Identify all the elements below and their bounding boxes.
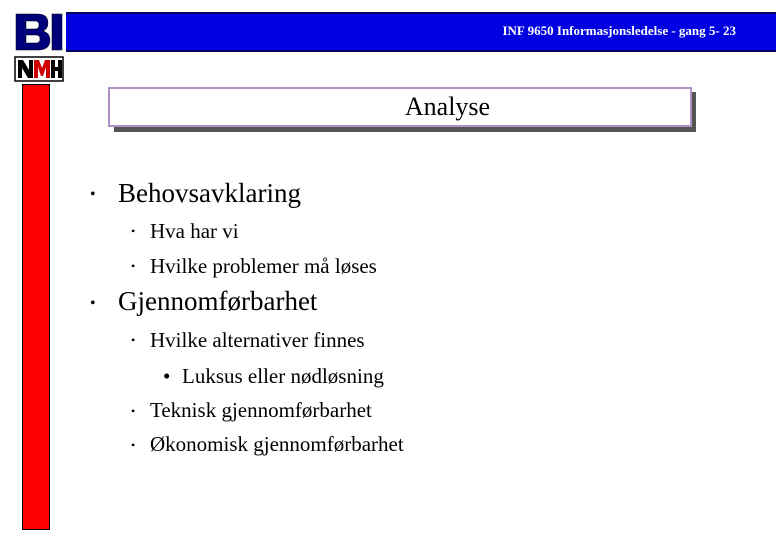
nmh-logo [14,56,64,82]
slide-title: Analyse [404,92,491,121]
bullet-icon: • [131,404,136,418]
sub-bullet-hvilke-problemer: Hvilke problemer må løses [150,254,377,278]
bullet-icon: • [131,438,136,452]
bi-logo [14,12,64,52]
sub-sub-bullet-luksus: Luksus eller nødløsning [182,364,384,388]
bullet-icon: • [131,224,136,238]
header-bar [66,12,776,52]
bullet-icon: • [131,259,136,273]
bullet-icon: • [90,186,96,203]
bullet-behovsavklaring: Behovsavklaring [118,178,301,208]
bullet-icon: • [90,295,96,312]
slide-title-box [108,87,692,127]
sub-bullet-teknisk: Teknisk gjennomførbarhet [150,398,372,422]
bullet-gjennomforbarhet: Gjennomførbarhet [118,286,318,316]
sub-bullet-alternativer: Hvilke alternativer finnes [150,328,365,352]
sub-bullet-hva-har-vi: Hva har vi [150,219,239,243]
bullet-icon: • [131,333,136,347]
sub-bullet-okonomisk: Økonomisk gjennomførbarhet [150,432,404,456]
bullet-icon: • [163,364,171,388]
side-stripe [22,84,50,530]
course-title: INF 9650 Informasjonsledelse - gang 5- 23 [502,23,736,38]
